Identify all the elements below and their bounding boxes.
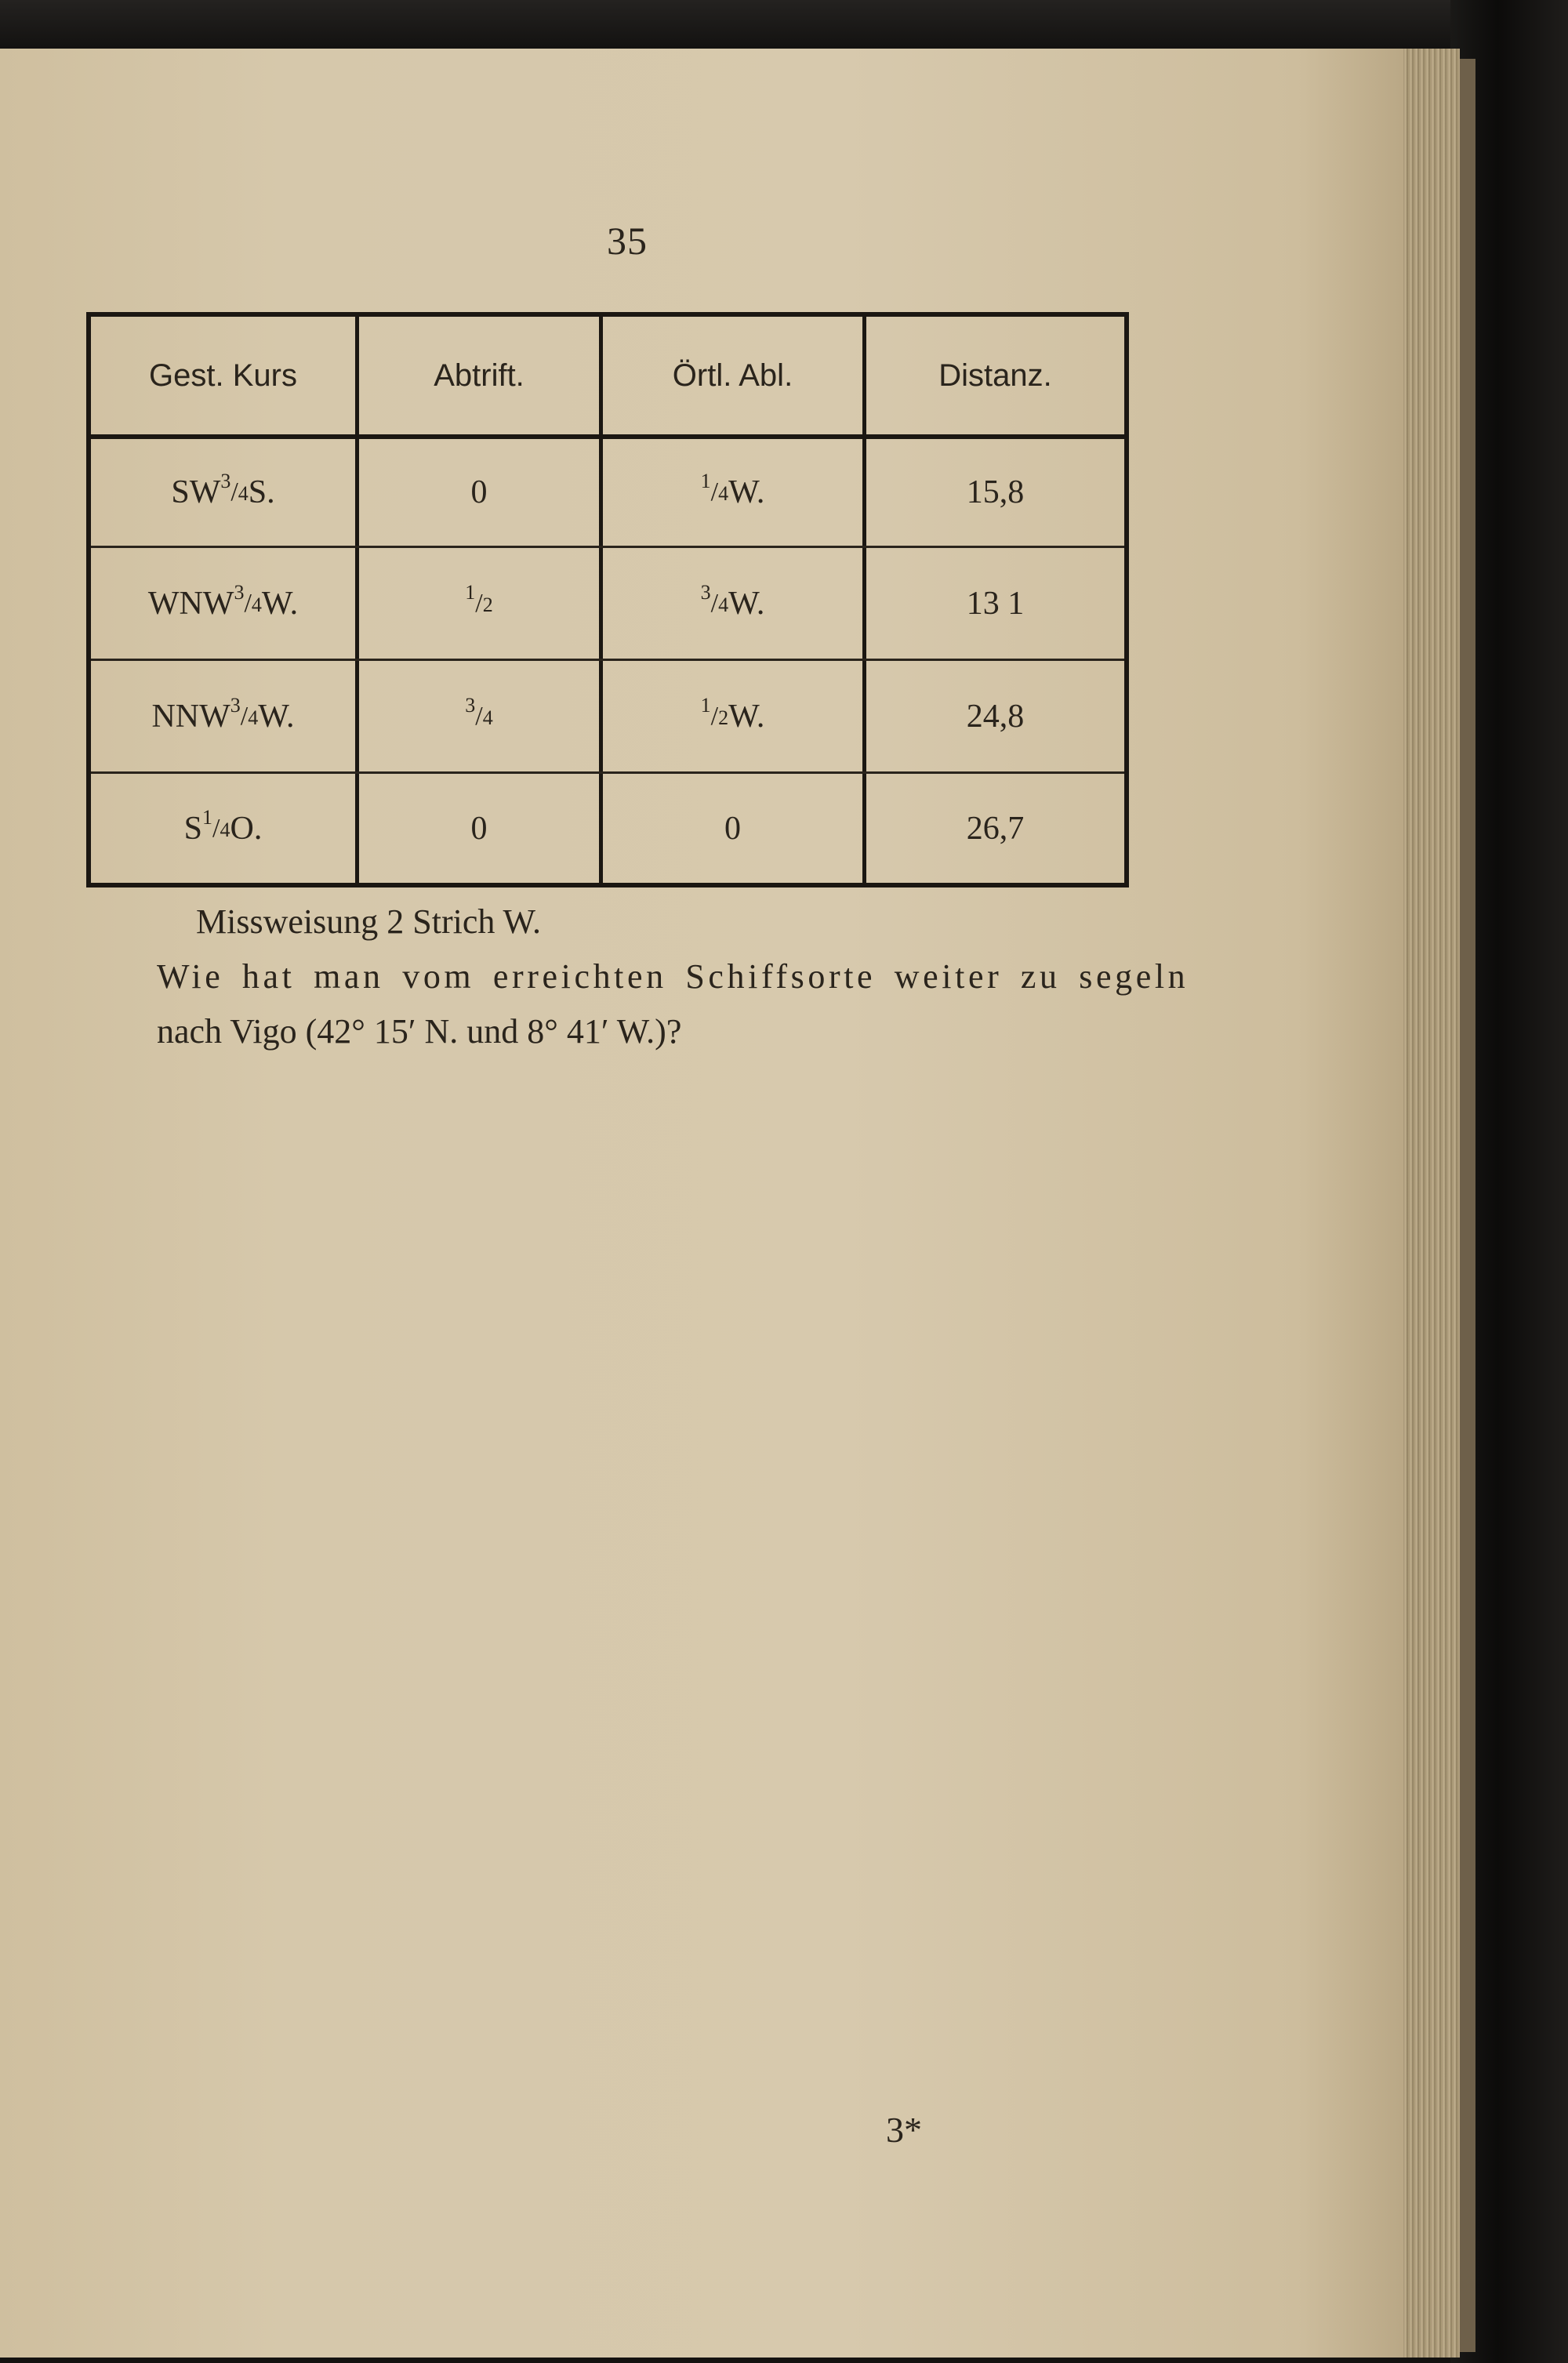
question-line-1: Wie hat man vom erreichten Schiffsorte weiter zu segeln [157, 957, 1189, 996]
header-oertl-abl: Örtl. Abl. [672, 358, 793, 393]
cell-oertl-abl: 1 / 4 W. [700, 470, 765, 510]
header-distanz: Distanz. [938, 358, 1052, 393]
cell-abtrift: 1 / 2 [465, 580, 493, 618]
page-stack-shadow [1460, 59, 1475, 2352]
page-number: 35 [607, 219, 648, 263]
signature-mark: 3* [886, 2110, 922, 2150]
cell-distanz: 26,7 [966, 810, 1025, 847]
page-stack-edge [1403, 49, 1460, 2358]
cell-kurs: S 1 / 4 O. [183, 805, 263, 847]
cell-oertl-abl: 1 / 2 W. [700, 693, 765, 735]
cell-kurs: NNW 3 / 4 W. [151, 693, 295, 735]
cell-oertl-abl: 0 [724, 810, 741, 847]
cell-oertl-abl: 3 / 4 W. [700, 580, 765, 622]
cell-abtrift: 3 / 4 [465, 693, 493, 731]
header-abtrift: Abtrift. [434, 358, 524, 393]
cell-distanz: 13 1 [966, 585, 1025, 622]
cell-kurs: SW 3 / 4 S. [171, 470, 275, 510]
header-gest-kurs: Gest. Kurs [149, 358, 297, 393]
cell-abtrift: 0 [470, 474, 488, 510]
cell-abtrift: 0 [470, 810, 488, 847]
question-line-2: nach Vigo (42° 15′ N. und 8° 41′ W.)? [157, 1012, 682, 1051]
cell-distanz: 15,8 [966, 474, 1025, 510]
course-table [86, 312, 1129, 887]
cell-distanz: 24,8 [966, 698, 1025, 735]
missweisung-text: Missweisung 2 Strich W. [196, 902, 542, 941]
cell-kurs: WNW 3 / 4 W. [147, 580, 299, 622]
